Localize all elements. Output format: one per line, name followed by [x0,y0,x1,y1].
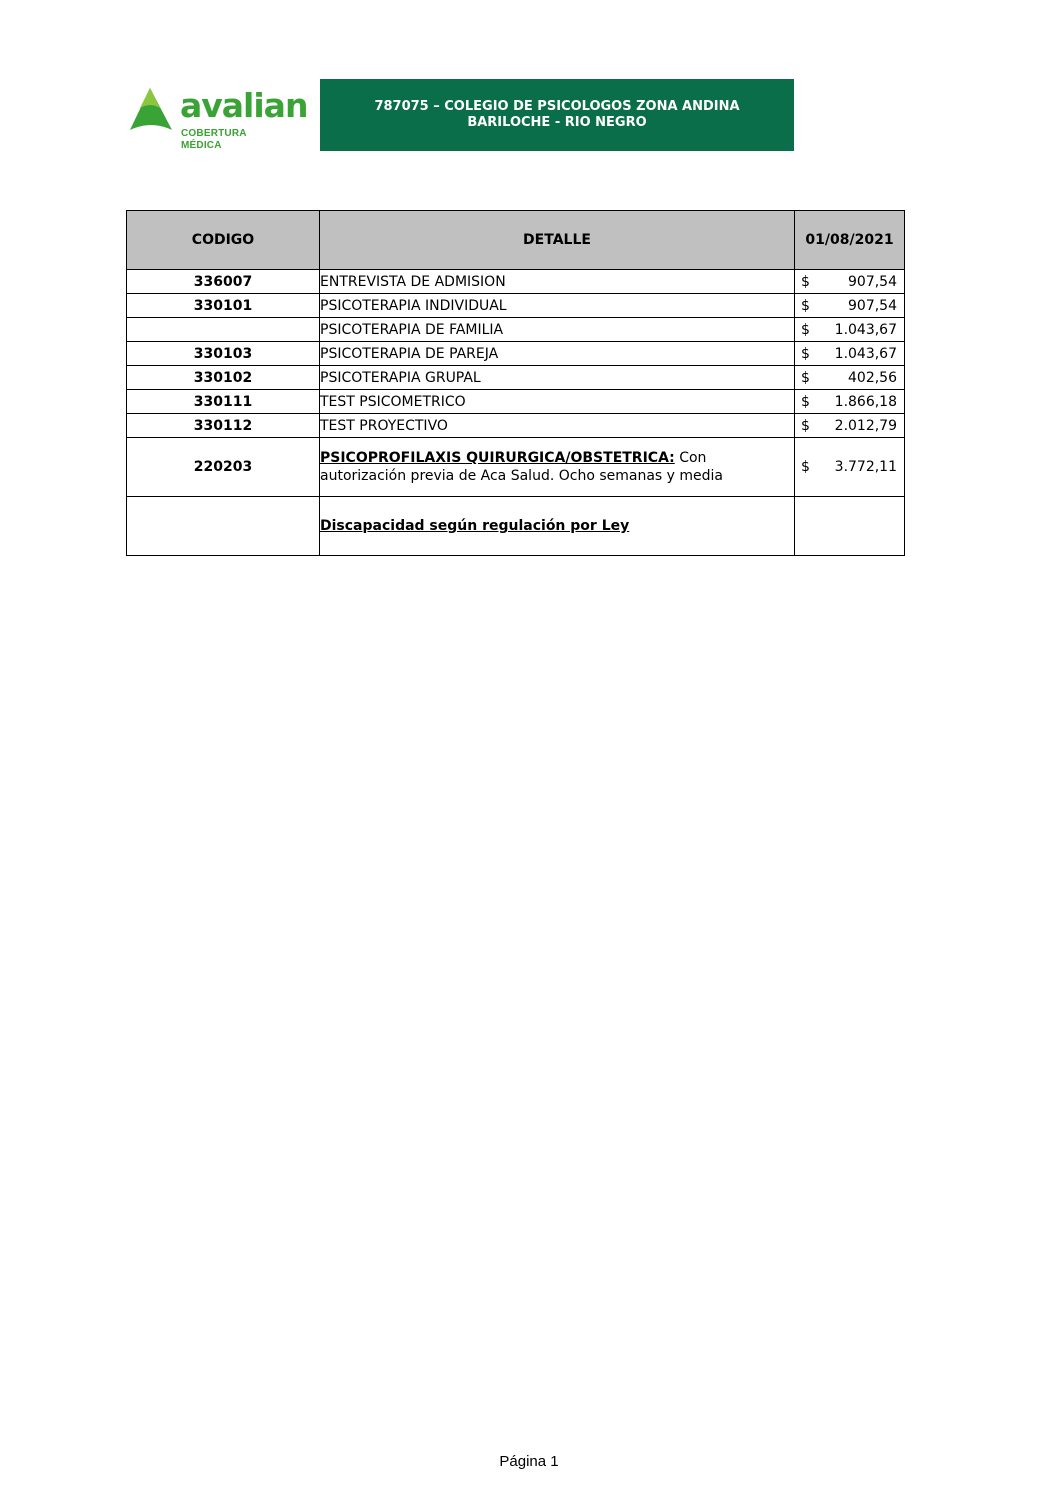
logo-tagline: COBERTURA MÉDICA [181,128,247,151]
table-row [127,342,905,366]
row-detail: ENTREVISTA DE ADMISION [320,270,795,294]
currency-symbol: $ [801,297,810,314]
table-row [127,294,905,318]
row-detail: PSICOTERAPIA GRUPAL [320,366,795,390]
table-header-row [127,211,905,270]
price-amount: 1.043,67 [834,345,897,362]
header-detail: DETALLE [320,211,795,270]
row-detail: PSICOTERAPIA DE PAREJA [320,342,795,366]
currency-symbol: $ [801,369,810,386]
row-code: 330111 [127,390,320,414]
price-table [126,210,905,556]
row-code-empty [127,497,320,556]
table-row [127,414,905,438]
row-detail-title: PSICOPROFILAXIS QUIRURGICA/OBSTETRICA: [320,450,675,466]
row-price [795,270,905,294]
page-number: Página 1 [499,1453,559,1470]
price-amount: 2.012,79 [834,417,897,434]
currency-symbol: $ [801,393,810,410]
row-price [795,366,905,390]
price-amount: 907,54 [848,273,897,290]
header-price-date: 01/08/2021 [795,211,905,270]
currency-symbol: $ [801,273,810,290]
currency-symbol: $ [801,417,810,434]
price-amount: 1.043,67 [834,321,897,338]
row-price-empty [795,497,905,556]
currency-symbol: $ [801,459,810,475]
currency-symbol: $ [801,321,810,338]
header-banner [320,79,794,151]
row-detail: TEST PSICOMETRICO [320,390,795,414]
price-amount: 1.866,18 [834,393,897,410]
disability-note: Discapacidad según regulación por Ley [320,518,630,534]
price-amount: 3.772,11 [834,459,897,475]
table-row [127,366,905,390]
avalian-logo [128,86,308,151]
row-code: 330103 [127,342,320,366]
price-amount: 907,54 [848,297,897,314]
table-row [127,270,905,294]
row-detail-description: Con autorización previa de Aca Salud. Ocho semanas y media [320,450,723,484]
table-row-disability [127,497,905,556]
row-price [795,414,905,438]
row-code: 330101 [127,294,320,318]
row-detail [320,497,795,556]
logo-mountain-icon [128,86,178,136]
banner-subtitle: BARILOCHE - RIO NEGRO [467,115,647,130]
table-row [127,318,905,342]
row-price [795,294,905,318]
row-code [127,318,320,342]
row-code: 330112 [127,414,320,438]
row-price [795,438,905,497]
row-price [795,390,905,414]
banner-title: 787075 – COLEGIO DE PSICOLOGOS ZONA ANDINA [374,99,740,114]
price-amount: 402,56 [848,369,897,386]
table-row [127,390,905,414]
row-code: 330102 [127,366,320,390]
row-price [795,318,905,342]
row-detail [320,438,795,497]
row-code: 336007 [127,270,320,294]
row-detail: PSICOTERAPIA DE FAMILIA [320,318,795,342]
row-detail: PSICOTERAPIA INDIVIDUAL [320,294,795,318]
currency-symbol: $ [801,345,810,362]
row-detail: TEST PROYECTIVO [320,414,795,438]
row-price [795,342,905,366]
row-code: 220203 [127,438,320,497]
header-code: CODIGO [127,211,320,270]
table-row-special [127,438,905,497]
logo-name: avalian [180,86,308,125]
